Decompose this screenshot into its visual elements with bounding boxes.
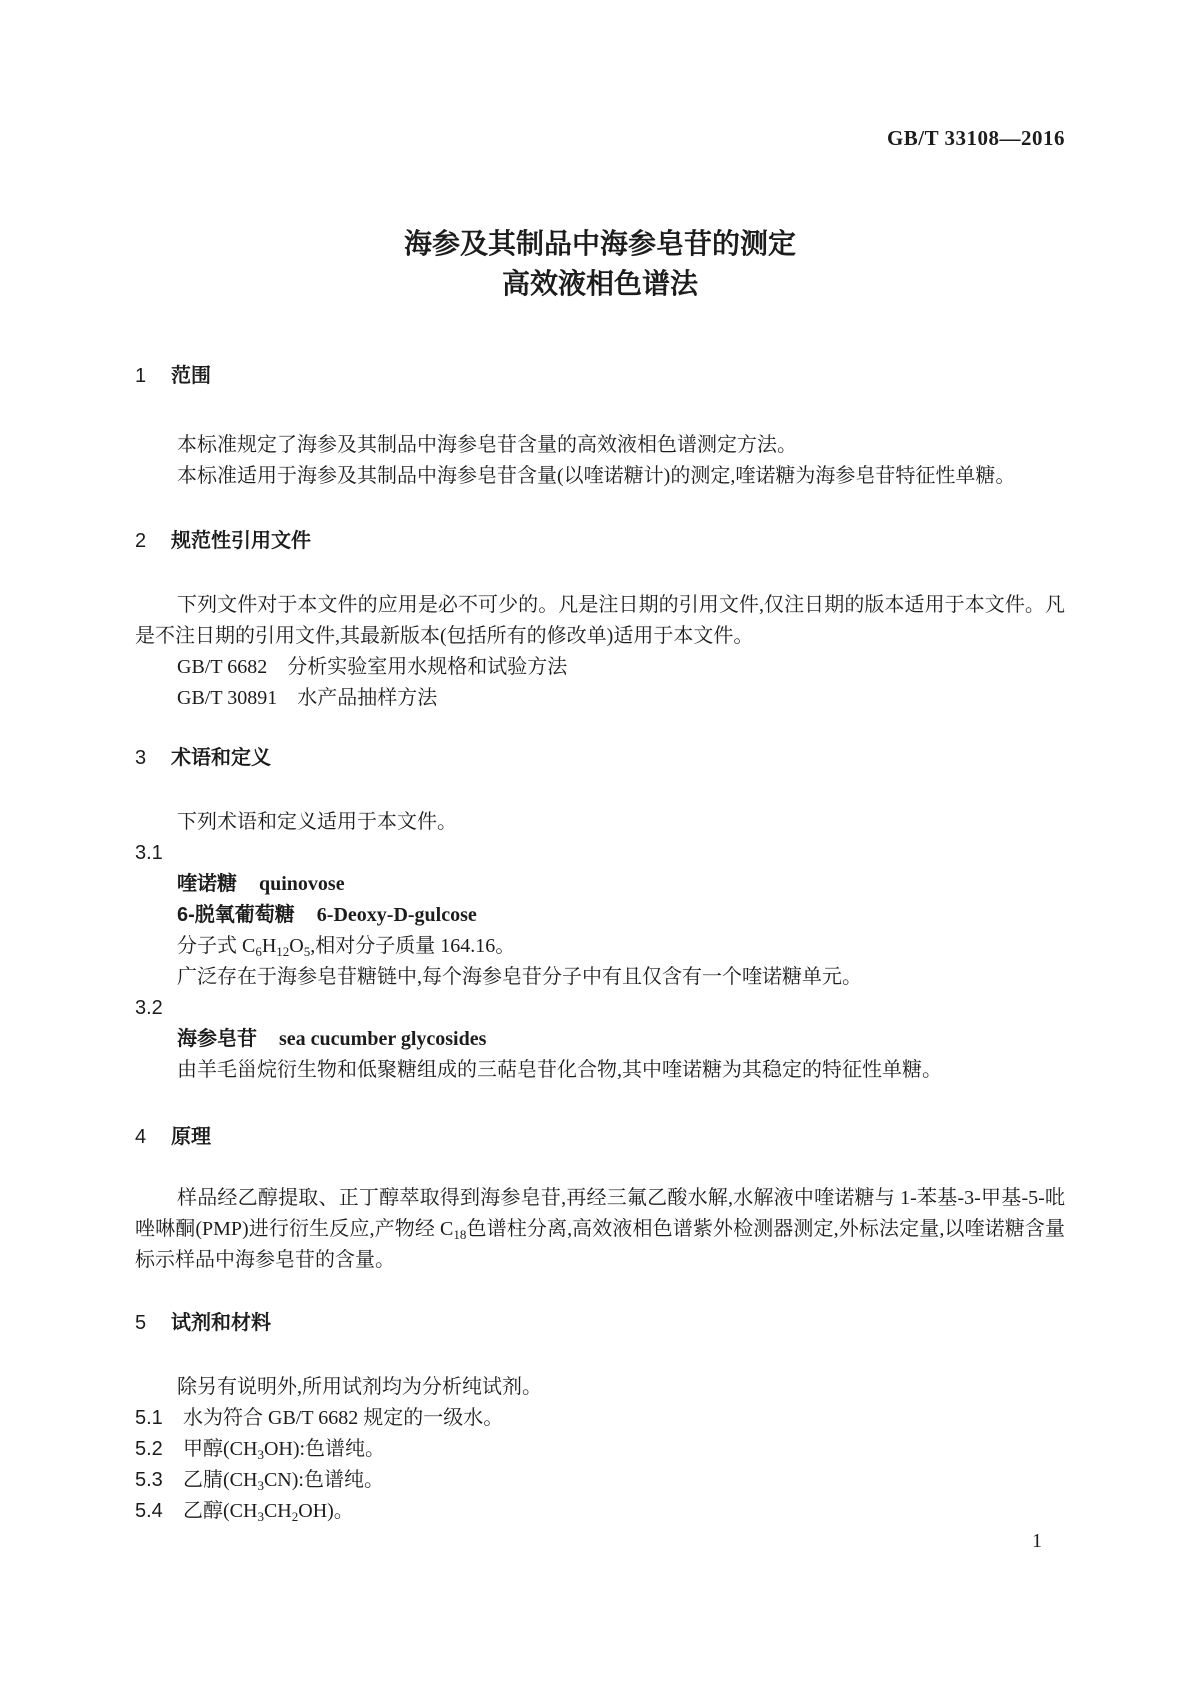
term-quinovose (135, 869, 1065, 900)
term-name-en: sea cucumber glycosides (279, 1028, 487, 1050)
term-definition: 广泛存在于海参皂苷糖链中,每个海参皂苷分子中有且仅含有一个喹诺糖单元。 (177, 966, 862, 988)
section-number: 5 (135, 1312, 147, 1334)
paragraph-scope-1: 本标准规定了海参及其制品中海参皂苷含量的高效液相色谱测定方法。 (177, 434, 797, 456)
reference-item: GB/T 6682 分析实验室用水规格和试验方法 (177, 656, 568, 678)
clause-number: 5.2 (135, 1438, 163, 1460)
section-title: 试剂和材料 (171, 1312, 271, 1334)
term-name-en: quinovose (259, 873, 345, 895)
title-line-2: 高效液相色谱法 (501, 268, 698, 299)
clause-text: 水为符合 GB/T 6682 规定的一级水。 (183, 1407, 504, 1429)
reagent-item-methanol (135, 1434, 1065, 1465)
section-heading-terms-definitions (135, 744, 1065, 772)
paragraph-terms-intro: 下列术语和定义适用于本文件。 (177, 811, 457, 833)
clause-number-3-2: 3.2 (135, 997, 163, 1019)
clause-number: 5.1 (135, 1407, 163, 1429)
term-sea-cucumber-glycosides (135, 1024, 1065, 1055)
reagent-item-acetonitrile (135, 1465, 1065, 1496)
term-name-zh: 喹诺糖 (177, 873, 237, 895)
section-heading-reagents-materials (135, 1309, 1065, 1337)
section-number: 4 (135, 1126, 147, 1148)
page-number: 1 (1032, 1530, 1042, 1552)
paragraph-principle: 样品经乙醇提取、正丁醇萃取得到海参皂苷,再经三氟乙酸水解,水解液中喹诺糖与 1-苯基-3-甲基-5-吡唑啉酮(PMP)进行衍生反应,产物经 $C_{18}$色谱柱分离,高效液相色谱紫外检测器测定,外标法定量,以喹诺糖含量标示样品中海参皂苷的含量。 (135, 1187, 1065, 1271)
section-title: 规范性引用文件 (171, 530, 311, 552)
reagent-item-ethanol (135, 1496, 1065, 1527)
section-number: 3 (135, 747, 147, 769)
section-heading-normative-references (135, 527, 1065, 555)
section-heading-principle (135, 1123, 1065, 1151)
clause-text: 甲醇$(CH_3OH)$:色谱纯。 (183, 1438, 386, 1462)
paragraph-references-intro: 下列文件对于本文件的应用是必不可少的。凡是注日期的引用文件,仅注日期的版本适用于本文件。凡是不注日期的引用文件,其最新版本(包括所有的修改单)适用于本文件。 (135, 594, 1065, 647)
clause-text: 乙腈$(CH_3CN)$:色谱纯。 (183, 1469, 384, 1493)
clause-text: 乙醇$(CH_3CH_2OH)$。 (183, 1500, 354, 1524)
paragraph-scope-2: 本标准适用于海参及其制品中海参皂苷含量(以喹诺糖计)的测定,喹诺糖为海参皂苷特征性单糖。 (177, 465, 1016, 487)
term-alias-zh: 6-脱氧葡萄糖 (177, 904, 295, 926)
section-number: 2 (135, 530, 147, 552)
term-alias (135, 900, 1065, 931)
section-title: 术语和定义 (171, 747, 271, 769)
term-name-zh: 海参皂苷 (177, 1028, 257, 1050)
document-title (135, 224, 1065, 304)
section-heading-scope (135, 362, 1065, 390)
reference-item: GB/T 30891 水产品抽样方法 (177, 687, 438, 709)
clause-number: 5.3 (135, 1469, 163, 1491)
reagent-item-water (135, 1403, 1065, 1434)
title-line-1: 海参及其制品中海参皂苷的测定 (403, 228, 796, 259)
clause-number: 5.4 (135, 1500, 163, 1522)
clause-number-3-1: 3.1 (135, 842, 163, 864)
term-definition: 由羊毛甾烷衍生物和低聚糖组成的三萜皂苷化合物,其中喹诺糖为其稳定的特征性单糖。 (177, 1059, 942, 1081)
term-formula: 分子式 $C_6H_{12}O_5$,相对分子质量 164.16。 (177, 935, 516, 959)
standard-number: GB/T 33108—2016 (886, 126, 1065, 150)
term-alias-en: 6-Deoxy-D-gulcose (316, 904, 477, 926)
section-title: 范围 (171, 365, 211, 387)
section-title: 原理 (171, 1126, 211, 1148)
paragraph-reagents-intro: 除另有说明外,所用试剂均为分析纯试剂。 (177, 1376, 542, 1398)
section-number: 1 (135, 365, 147, 387)
